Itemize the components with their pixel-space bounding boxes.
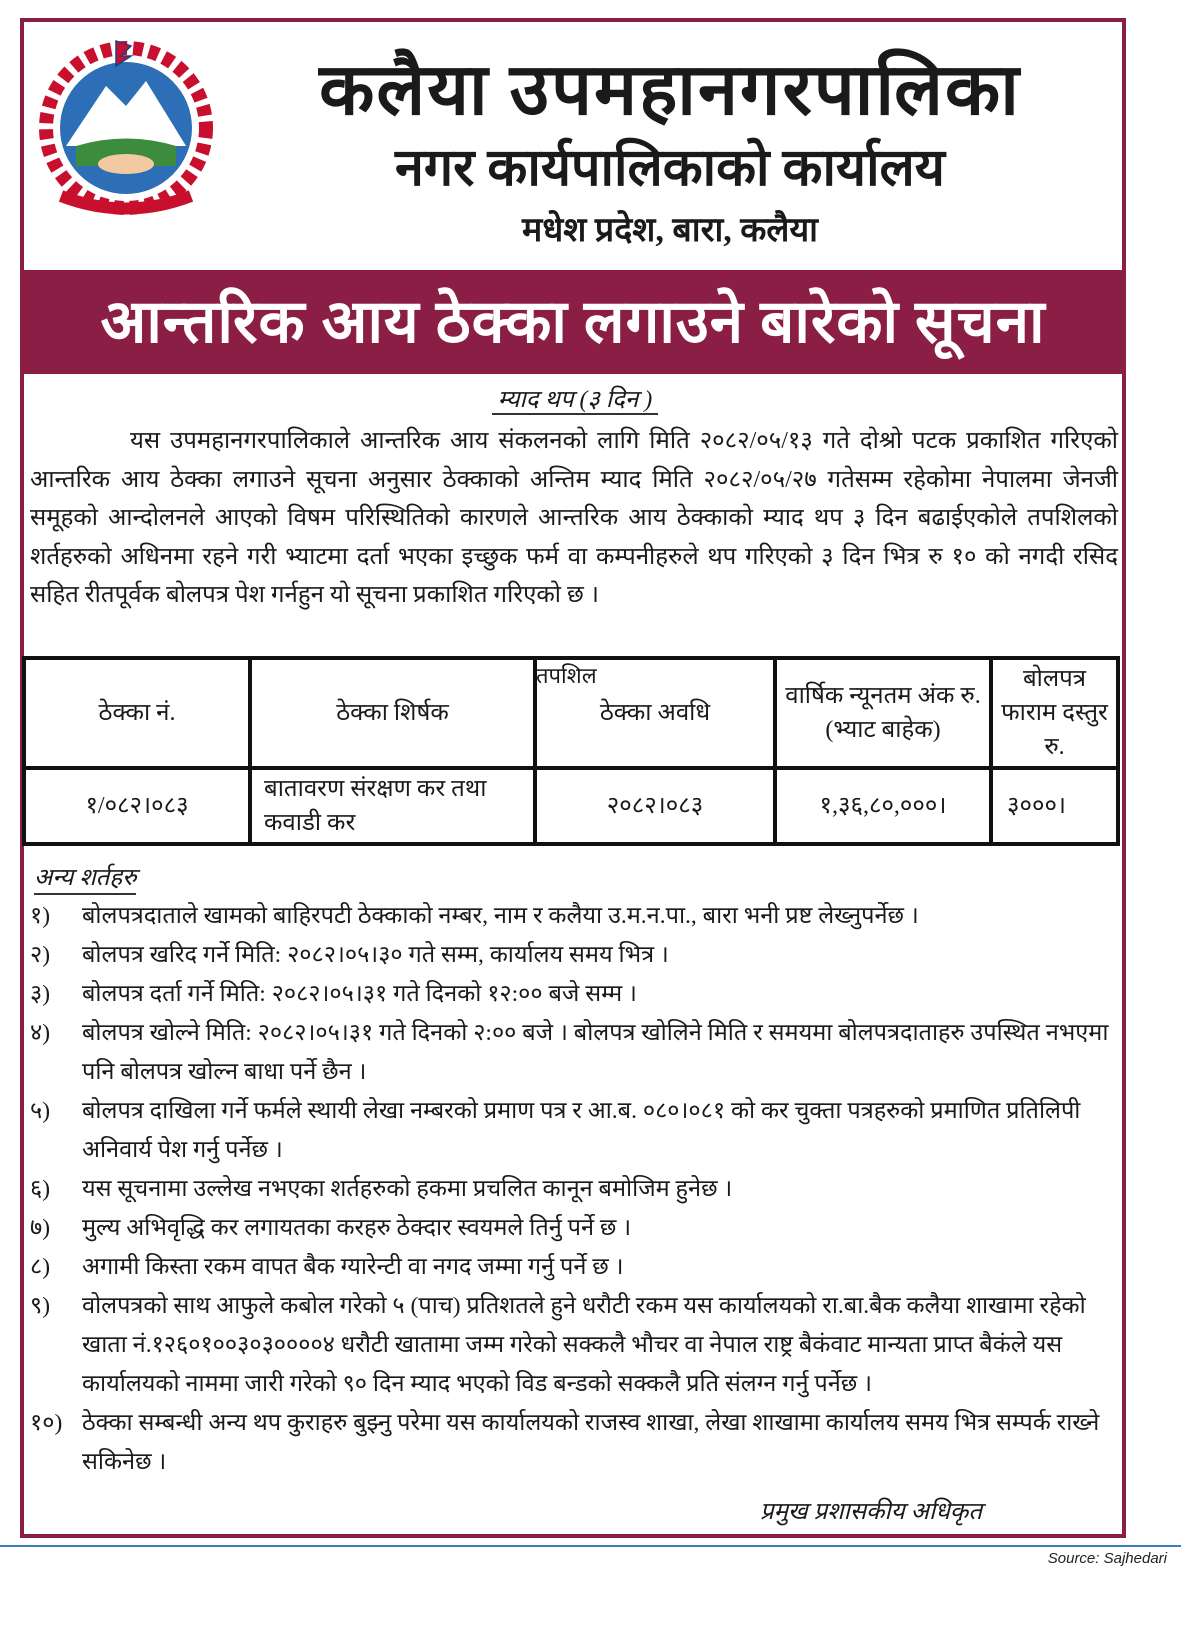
condition-number: १) bbox=[30, 903, 51, 929]
condition-item bbox=[30, 897, 1120, 936]
condition-text: बोलपत्र खरिद गर्ने मिति: २०८२।०५।३० गते सम्म, कार्यालय समय भित्र । bbox=[82, 942, 669, 968]
condition-text: ठेक्का सम्बन्धी अन्य थप कुराहरु बुझ्नु परेमा यस कार्यालयको राजस्व शाखा, लेखा शाखामा कार्यालय समय भित्र सम्पर्क राख्ने सकिनेछ । bbox=[82, 1410, 1100, 1475]
table-row bbox=[24, 768, 1118, 844]
condition-number: ५) bbox=[30, 1098, 51, 1124]
condition-text: वोलपत्रको साथ आफुले कबोल गरेको ५ (पाच) प्रतिशतले हुने धरौटी रकम यस कार्यालयको रा.बा.बैक कलैया शाखामा रहेको खाता नं.१२६०१००३०३००००४ धरौटी खातामा जम्म गरेको सक्कलै भौचर वा नेपाल राष्ट्र बैकंवाट मान्यता प्राप्त बैकंले यस कार्यालयको नाममा जारी गरेको ९० दिन म्याद भएको विड बन्डको सक्कलै प्रति संलग्न गर्नु पर्नेछ । bbox=[82, 1293, 1086, 1397]
notice-body: यस उपमहानगरपालिकाले आन्तरिक आय संकलनको लागि मिति २०८२/०५/१३ गते दोश्रो पटक प्रकाशित गरिएको आन्तरिक आय ठेक्का लगाउने सूचना अनुसार ठेक्काको अन्तिम म्याद मिति २०८२/०५/२७ गतेसम्म रहेकोमा नेपालमा जेनजी समूहको आन्दोलनले आएको विषम परिस्थितिको कारणले आन्तरिक आय ठेक्काको म्याद थप ३ दिन बढाईएकोले तपशिलको शर्तहरुको अधिनमा रहने गरी भ्याटमा दर्ता भएका इच्छुक फर्म वा कम्पनीहरुले थप गरिएको ३ दिन भित्र रु १० को नगदी रसिद सहित रीतपूर्वक बोलपत्र पेश गर्नहुन यो सूचना प्रकाशित गरिएको छ । bbox=[30, 428, 1118, 608]
condition-item bbox=[30, 1209, 1120, 1248]
condition-text: बोलपत्र दर्ता गर्ने मिति: २०८२।०५।३१ गते दिनको १२:०० बजे सम्म । bbox=[82, 981, 637, 1007]
notice-subtitle bbox=[0, 382, 1150, 415]
signatory-title: प्रमुख प्रशासकीय अधिकृत bbox=[760, 1499, 983, 1525]
condition-number: १०) bbox=[30, 1410, 63, 1436]
condition-number: ४) bbox=[30, 1020, 51, 1046]
condition-text: बोलपत्र खोल्ने मिति: २०८२।०५।३१ गते दिनको २:०० बजे । बोलपत्र खोलिने मिति र समयमा बोलपत्रदाताहरु उपस्थित नभएमा पनि बोलपत्र खोल्न बाधा पर्ने छैन । bbox=[82, 1020, 1109, 1085]
condition-item bbox=[30, 1248, 1120, 1287]
col-contract-title: ठेक्का शिर्षक bbox=[250, 658, 535, 768]
conditions-list bbox=[30, 897, 1120, 1482]
condition-item bbox=[30, 1170, 1120, 1209]
nepal-emblem-logo bbox=[36, 36, 216, 216]
divider bbox=[0, 1545, 1181, 1547]
office-name: नगर कार्यपालिकाको कार्यालय bbox=[395, 140, 945, 197]
condition-item bbox=[30, 975, 1120, 1014]
conditions-heading: अन्य शर्तहरु bbox=[34, 860, 136, 895]
cell-min-amount: १,३६,८०,०००। bbox=[775, 768, 991, 844]
condition-number: ९) bbox=[30, 1293, 51, 1319]
col-form-fee: बोलपत्र फाराम दस्तुर रु. bbox=[991, 658, 1118, 768]
condition-text: मुल्य अभिवृद्धि कर लगायतका करहरु ठेक्दार स्वयमले तिर्नु पर्ने छ । bbox=[82, 1215, 632, 1241]
notice-title-banner: आन्तरिक आय ठेक्का लगाउने बारेको सूचना bbox=[24, 270, 1122, 374]
source-credit: Source: Sajhedari bbox=[1047, 1550, 1167, 1567]
condition-number: ८) bbox=[30, 1254, 51, 1280]
condition-number: ७) bbox=[30, 1215, 51, 1241]
cell-contract-no: १/०८२।०८३ bbox=[24, 768, 250, 844]
condition-item bbox=[30, 1404, 1120, 1482]
condition-number: २) bbox=[30, 942, 51, 968]
condition-text: बोलपत्र दाखिला गर्ने फर्मले स्थायी लेखा नम्बरको प्रमाण पत्र र आ.ब. ०८०।०८१ को कर चुक्ता पत्रहरुको प्रमाणित प्रतिलिपी अनिवार्य पेश गर्नु पर्नेछ । bbox=[82, 1098, 1081, 1163]
condition-text: बोलपत्रदाताले खामको बाहिरपटी ठेक्काको नम्बर, नाम र कलैया उ.म.न.पा., बारा भनी प्रष्ट लेख्नुपर्नेछ । bbox=[82, 903, 919, 929]
condition-item bbox=[30, 1287, 1120, 1404]
col-contract-period: ठेक्का अवधि bbox=[535, 658, 775, 768]
condition-text: यस सूचनामा उल्लेख नभएका शर्तहरुको हकमा प्रचलित कानून बमोजिम हुनेछ । bbox=[82, 1176, 733, 1202]
condition-item bbox=[30, 936, 1120, 975]
condition-number: ६) bbox=[30, 1176, 51, 1202]
office-address: मधेश प्रदेश, बारा, कलैया bbox=[521, 212, 818, 249]
col-min-amount: वार्षिक न्यूनतम अंक रु. (भ्याट बाहेक) bbox=[775, 658, 991, 768]
municipality-name: कलैया उपमहानगरपालिका bbox=[319, 50, 1021, 130]
condition-number: ३) bbox=[30, 981, 51, 1007]
condition-item bbox=[30, 1092, 1120, 1170]
cell-contract-period: २०८२।०८३ bbox=[535, 768, 775, 844]
cell-contract-title: बातावरण संरक्षण कर तथा कवाडी कर bbox=[250, 768, 535, 844]
condition-item bbox=[30, 1014, 1120, 1092]
subtitle-text: म्याद थप (३ दिन ) bbox=[492, 387, 658, 415]
condition-text: अगामी किस्ता रकम वापत बैक ग्यारेन्टी वा नगद जम्मा गर्नु पर्ने छ । bbox=[82, 1254, 624, 1280]
table-caption: तपशिल bbox=[536, 663, 597, 688]
cell-form-fee: ३०००। bbox=[991, 768, 1118, 844]
col-contract-no: ठेक्का नं. bbox=[24, 658, 250, 768]
